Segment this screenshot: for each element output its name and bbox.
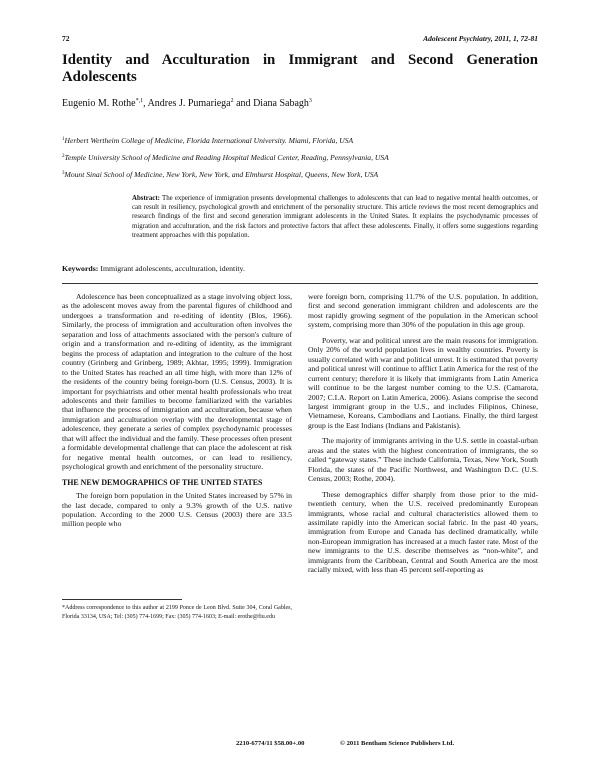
author-name: Eugenio M. Rothe — [62, 98, 136, 109]
affiliation-text: Herbert Wertheim College of Medicine, Florida International University. Miami, Florida, USA — [64, 136, 354, 145]
affiliation-text: Mount Sinai School of Medicine, New York, New York, and Elmhurst Hospital, Queens, New York, USA — [64, 170, 379, 179]
article-title — [62, 52, 538, 86]
body-paragraph: Adolescence has been conceptualized as a stage involving object loss, as the adolescent moves away from the parental figures of childhood and undergoes a transformation and re-editing of identity (Blos, 1966). Similarly, the process of immigration and acculturation often involves the separation and loss of attachments associated with the person's culture of origin and a transformation and re-editing of identity, as the immigrant begins the process of adaptation and integration to the culture of the host country (Grinberg and Grinberg, 1989; Akhtar, 1995; 1999). Immigration to the United States has reached an all time high, with more than 12% of the residents of the country being foreign-born (U.S. Census, 2003). It is important for psychiatrists and other mental health professionals who treat adolescents and their families to become familiarized with the variables that influence the process of immigration and acculturation, because when immigration and acculturation overlap with the developmental stage of adolescence, they generate a series of complex psychodynamic processes that will affect the individual and the family. These processes often present a formidable developmental challenge that can place the adolescent at risk for negative mental health outcomes, or can lead to resiliency, psychological growth and enrichment of the personality structure. — [62, 292, 292, 472]
author-name: Diana Sabagh — [253, 98, 309, 109]
affiliation-text: Temple University School of Medicine and Reading Hospital Medical Center, Reading, Pennsylvania, USA — [64, 153, 389, 162]
keywords-text: Immigrant adolescents, acculturation, identity. — [100, 264, 245, 273]
author-mark: 2 — [230, 98, 234, 104]
issn-price: 2210-6774/11 $58.00+.00 — [236, 740, 305, 747]
affiliation-number: 2 — [62, 154, 65, 159]
author-list — [62, 98, 538, 109]
article-title-line-2: Adolescents — [62, 69, 137, 85]
body-column-right — [308, 292, 538, 581]
body-paragraph: The majority of immigrants arriving in the U.S. settle in coastal-urban areas and the states with the highest concentration of immigrants, the so called “gateway states.” These include California, Texas, New York, South Florida, the states of the Pacific Northwest, and Washington D.C. (U.S. Census, 2003; Rothe, 2004). — [308, 436, 538, 484]
running-header — [62, 34, 538, 48]
abstract — [132, 194, 538, 240]
section-divider — [62, 283, 538, 284]
author-separator: and — [233, 98, 254, 109]
affiliation — [62, 170, 538, 180]
author-separator: , — [143, 98, 148, 109]
abstract-text: The experience of immigration presents developmental challenges to adolescents that can lead to negative mental health outcomes, or can result in resiliency, psychological growth and enrichment of the personality structure. This article reviews the most recent demographics and research findings of the first and second generation immigrant adolescents in the United States. It explains the psychodynamic processes of migration and acculturation, and the risk factors and protective factors that affect these adolescents. Finally, it offers some suggestions regarding treatment approaches with this population. — [132, 195, 538, 239]
body-paragraph: were foreign born, comprising 11.7% of the U.S. population. In addition, first and second generation immigrant children and adolescents are the most rapidly growing segment of the population in the American school system, comprising more than 30% of the population in this age group. — [308, 292, 538, 330]
keywords-label: Keywords: — [62, 264, 99, 273]
page-number: 72 — [62, 34, 70, 43]
affiliation-number: 1 — [62, 137, 65, 142]
affiliation-number: 3 — [62, 171, 65, 176]
author-mark: 3 — [308, 98, 312, 104]
journal-citation: Adolescent Psychiatry, 2011, 1, 72-81 — [423, 34, 538, 43]
abstract-label: Abstract: — [132, 195, 160, 202]
section-heading: THE NEW DEMOGRAPHICS OF THE UNITED STATES — [62, 477, 263, 487]
body-paragraph: These demographics differ sharply from those prior to the mid-twentieth century, when the U.S. received predominantly European immigrants, whose racial and cultural characteristics allowed them to assimilate rapidly into the American social fabric. In the past 40 years, immigration from Europe and Canada has declined dramatically, while non-European immigration has increased at a much faster rate. Most of the new immigrants to the U.S. describe themselves as “non-white”, and immigrants from the Caribbean, Central and South America are the most racially mixed, with less than 45 percent self-reporting as — [308, 489, 538, 575]
body-column-left — [62, 292, 292, 535]
correspondence-footnote: *Address correspondence to this author at 2199 Ponce de Leon Blvd. Suite 304, Coral Gables, Florida 33134, USA; Tel: (305) 774-1699; Fax: (305) 774-1603; E-mail: erothe@fiu.edu — [62, 605, 292, 620]
body-paragraph: Poverty, war and political unrest are the main reasons for immigration. Only 20% of the world population lives in wealthy countries. Poverty is usually correlated with war and political unrest. It is estimated that poverty and political unrest will continue to afflict Latin America for the rest of the current century; therefore it is likely that immigrants from Latin America will continue to be the largest number coming to the U.S. (Camarota, 2007; C.I.A. Report on Latin America, 2006). Asians comprise the second largest immigrant group in the U.S., and includes Filipinos, Chinese, Vietnamese, Koreans, Cambodians and Laotians. Finally, the third largest group is the East Indians (Indians and Pakistanis). — [308, 335, 538, 430]
footnote-divider — [62, 599, 182, 600]
body-paragraph: The foreign born population in the United States increased by 57% in the last decade, compared to only a 9.3% growth of the U.S. native population. According to the 2000 U.S. Census (2003) there are 33.5 million people who — [62, 491, 292, 529]
affiliation — [62, 136, 538, 146]
copyright-notice: © 2011 Bentham Science Publishers Ltd. — [340, 740, 455, 747]
author-name: Andres J. Pumariega — [147, 98, 231, 109]
affiliation — [62, 153, 538, 163]
keywords — [62, 264, 538, 273]
author-mark: *,1 — [135, 98, 144, 104]
article-title-line-1: Identity and Acculturation in Immigrant and Second Generation — [62, 52, 538, 68]
affiliations — [62, 136, 538, 187]
